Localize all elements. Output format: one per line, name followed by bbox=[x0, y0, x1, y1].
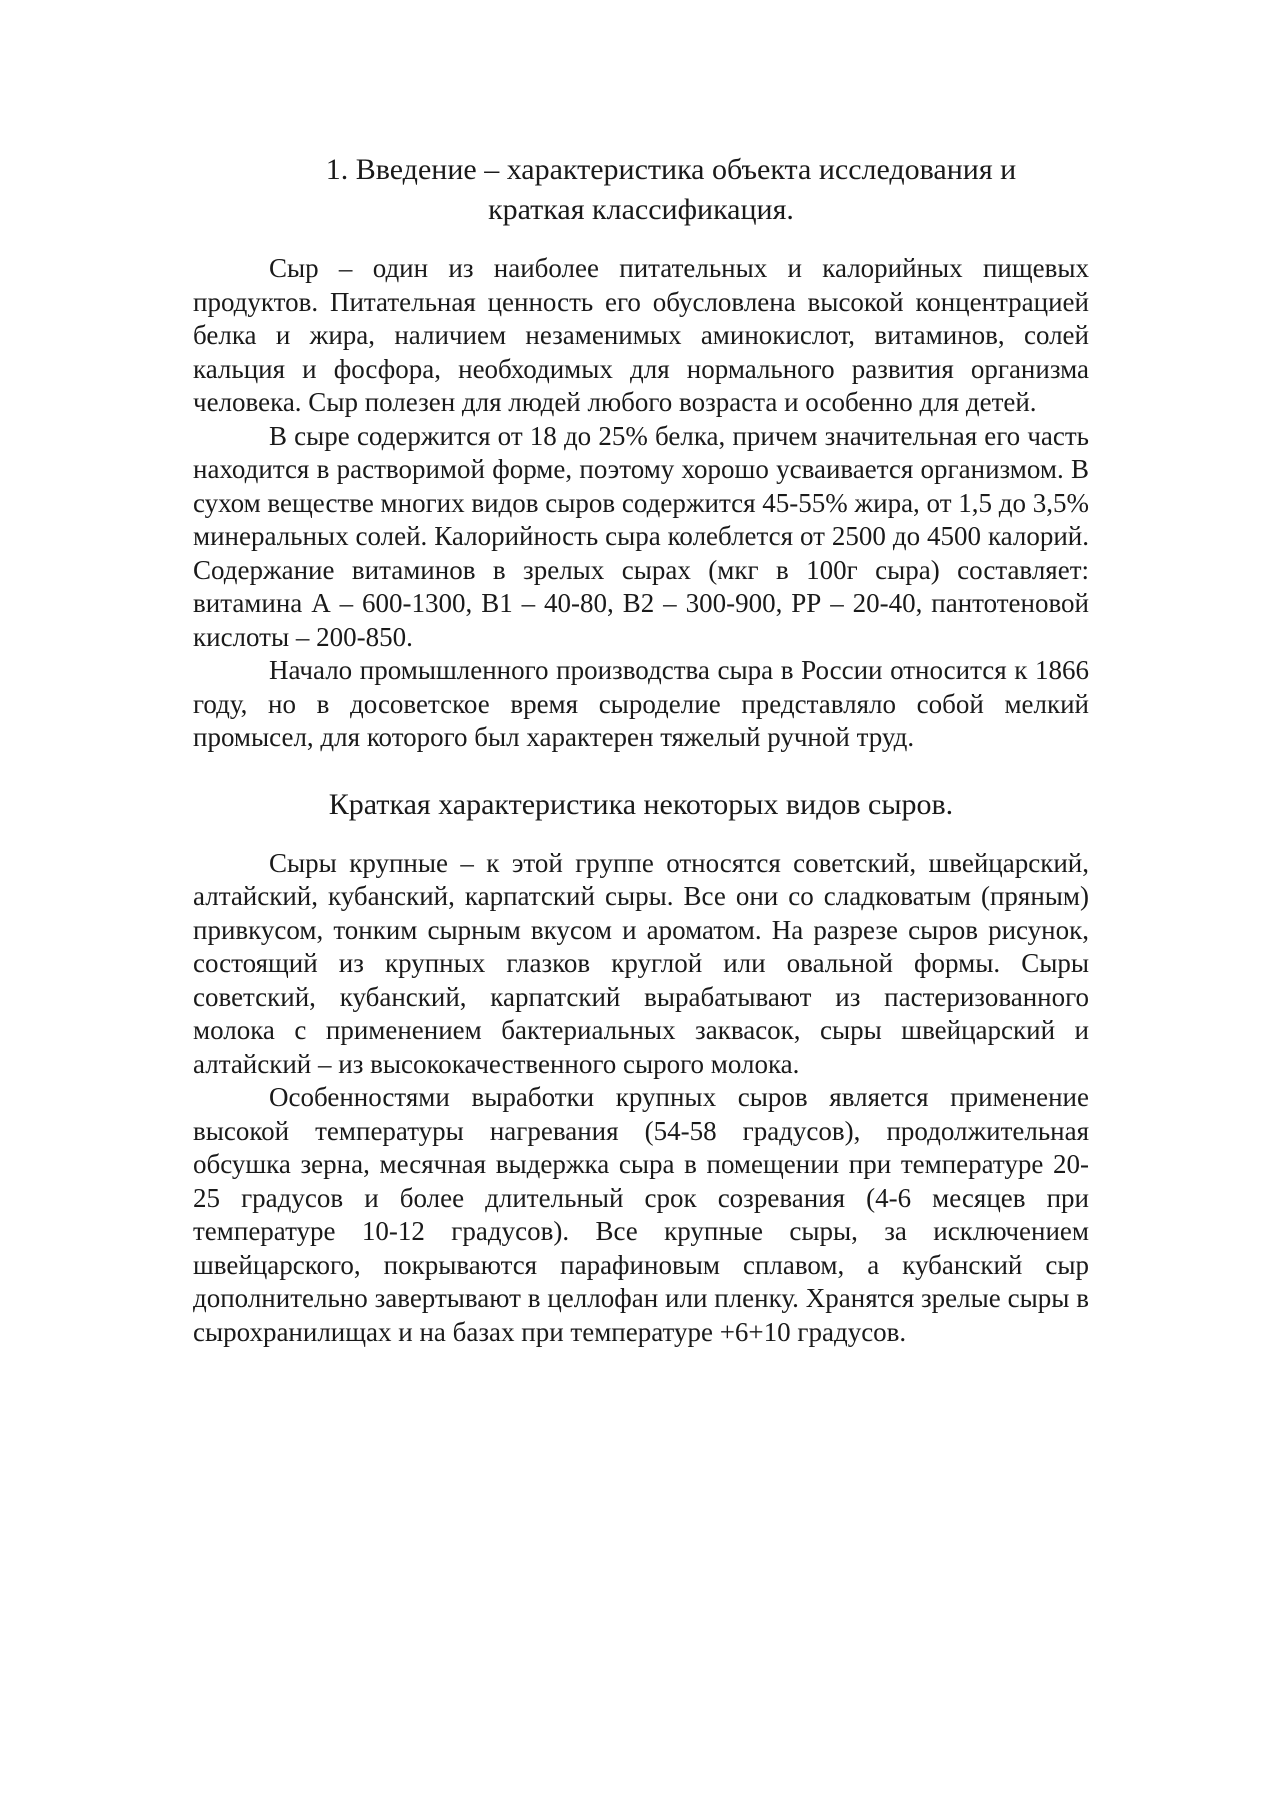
section-heading-introduction bbox=[193, 150, 1089, 230]
paragraph: Особенностями выработки крупных сыров является применение высокой температуры нагревания (54-58 градусов), продолжительная обсушка зерна, месячная выдержка сыра в помещении при температуре 20-25 градусов и более длительный срок созревания (4-6 месяцев при температуре 10-12 градусов). Все крупные сыры, за исключением швейцарского, покрываются парафиновым сплавом, а кубанский сыр дополнительно завертывают в целлофан или пленку. Хранятся зрелые сыры в сырохранилищах и на базах при температуре +6+10 градусов. bbox=[193, 1082, 1089, 1347]
paragraph: В сыре содержится от 18 до 25% белка, причем значительная его часть находится в растворимой форме, поэтому хорошо усваивается организмом. В сухом веществе многих видов сыров содержится 45-55% жира, от 1,5 до 3,5% минеральных солей. Калорийность сыра колеблется от 2500 до 4500 калорий. Содержание витаминов в зрелых сырах (мкг в 100г сыра) составляет: витамина А – 600-1300, В1 – 40-80, В2 – 300-900, РР – 20-40, пантотеновой кислоты – 200-850. bbox=[193, 420, 1089, 652]
cheese-types-section bbox=[193, 847, 1089, 1350]
paragraph: Сыры крупные – к этой группе относятся советский, швейцарский, алтайский, кубанский, карпатский сыры. Все они со сладковатым (пряным) привкусом, тонким сырным вкусом и ароматом. На разрезе сыров рисунок, состоящий из крупных глазков круглой или овальной формы. Сыры советский, кубанский, карпатский вырабатывают из пастеризованного молока с применением бактериальных заквасок, сыры швейцарский и алтайский – из высококачественного сырого молока. bbox=[193, 847, 1089, 1079]
paragraph: Сыр – один из наиболее питательных и калорийных пищевых продуктов. Питательная ценность его обусловлена высокой концентрацией белка и жира, наличием незаменимых аминокислот, витаминов, солей кальция и фосфора, необходимых для нормального развития организма человека. Сыр полезен для людей любого возраста и особенно для детей. bbox=[193, 253, 1089, 417]
introduction-section bbox=[193, 252, 1089, 755]
heading-line-1: 1. Введение – характеристика объекта исследования и bbox=[325, 153, 1017, 186]
paragraph: Начало промышленного производства сыра в России относится к 1866 году, но в досоветское время сыроделие представляло собой мелкий промысел, для которого был характерен тяжелый ручной труд. bbox=[193, 655, 1089, 752]
section-heading-cheese-types: Краткая характеристика некоторых видов сыров. bbox=[328, 787, 954, 821]
document-page bbox=[193, 150, 1089, 1349]
heading-line-2: краткая классификация. bbox=[488, 193, 794, 226]
